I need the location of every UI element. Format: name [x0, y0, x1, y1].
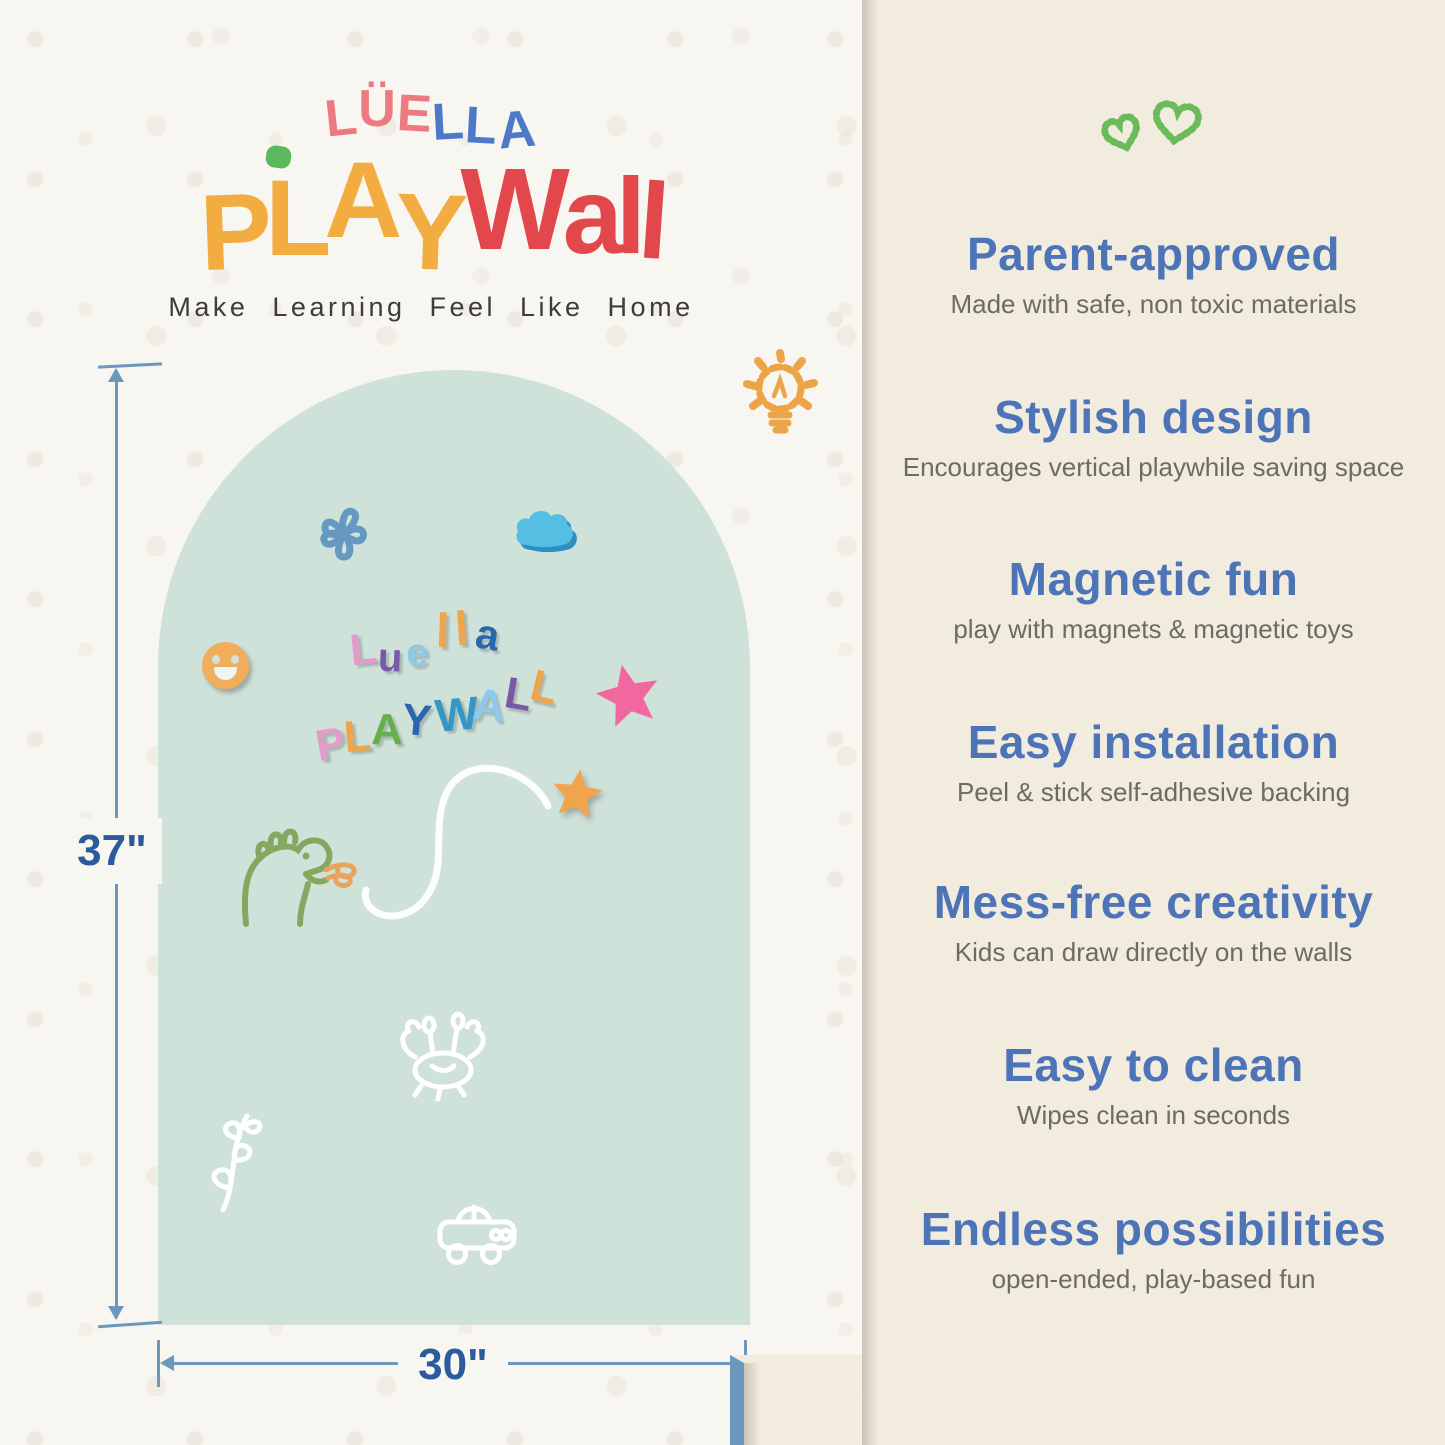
- feature-title: Magnetic fun: [1008, 553, 1299, 605]
- feature-subtitle: Wipes clean in seconds: [1016, 1100, 1291, 1130]
- feature-item: [862, 716, 1445, 808]
- feature-subtitle: open-ended, play-based fun: [991, 1264, 1316, 1294]
- hearts-icon: [1098, 98, 1208, 166]
- brand-tagline: Make Learning Feel Like Home: [168, 292, 694, 322]
- car-icon: [436, 1196, 518, 1268]
- playwall-board: [158, 370, 750, 1325]
- squiggle-icon: [358, 752, 568, 932]
- height-dimension-tick: [98, 362, 162, 368]
- feature-title: Mess-free creativity: [933, 876, 1374, 928]
- feature-subtitle: Encourages vertical playwhile saving space: [902, 452, 1405, 482]
- product-wordmark-playwall: PLAYWall: [198, 139, 667, 294]
- feature-title: Parent-approved: [966, 228, 1341, 280]
- features-panel: [862, 0, 1445, 1445]
- feature-item: [862, 391, 1445, 483]
- feature-subtitle: Peel & stick self-adhesive backing: [956, 777, 1351, 807]
- plant-icon: [195, 1110, 265, 1212]
- smiley-icon: [202, 642, 249, 689]
- lightbulb-icon: [738, 348, 826, 452]
- feature-item: [862, 1039, 1445, 1131]
- magnet-letters: L u e l l a P L A Y W A L L: [311, 602, 564, 772]
- feature-item: [862, 553, 1445, 645]
- dinosaur-icon: [230, 810, 365, 928]
- feature-subtitle: Kids can draw directly on the walls: [954, 937, 1353, 967]
- smiley-eye: [231, 655, 239, 664]
- feature-item: [862, 876, 1445, 968]
- smiley-mouth: [214, 667, 237, 680]
- feature-title: Endless possibilities: [920, 1203, 1387, 1255]
- feature-subtitle: play with magnets & magnetic toys: [953, 614, 1354, 644]
- feature-title: Easy to clean: [1003, 1039, 1304, 1091]
- feature-item: [862, 228, 1445, 320]
- brand-wordmark-luella: LÜELLA: [322, 80, 540, 161]
- crab-icon: [380, 1008, 508, 1106]
- feature-subtitle: Made with safe, non toxic materials: [950, 289, 1357, 319]
- arrow-down-icon: [108, 1306, 124, 1320]
- arrow-up-icon: [108, 368, 124, 382]
- height-dimension-tick: [98, 1321, 162, 1328]
- feature-title: Easy installation: [967, 716, 1340, 768]
- feature-item: [862, 1203, 1445, 1295]
- smiley-eye: [212, 655, 220, 664]
- height-label: 37": [62, 818, 162, 884]
- feature-title: Stylish design: [994, 391, 1313, 443]
- arrow-left-icon: [160, 1355, 174, 1371]
- star-pink-icon: [594, 660, 662, 728]
- width-label: 30": [398, 1334, 508, 1396]
